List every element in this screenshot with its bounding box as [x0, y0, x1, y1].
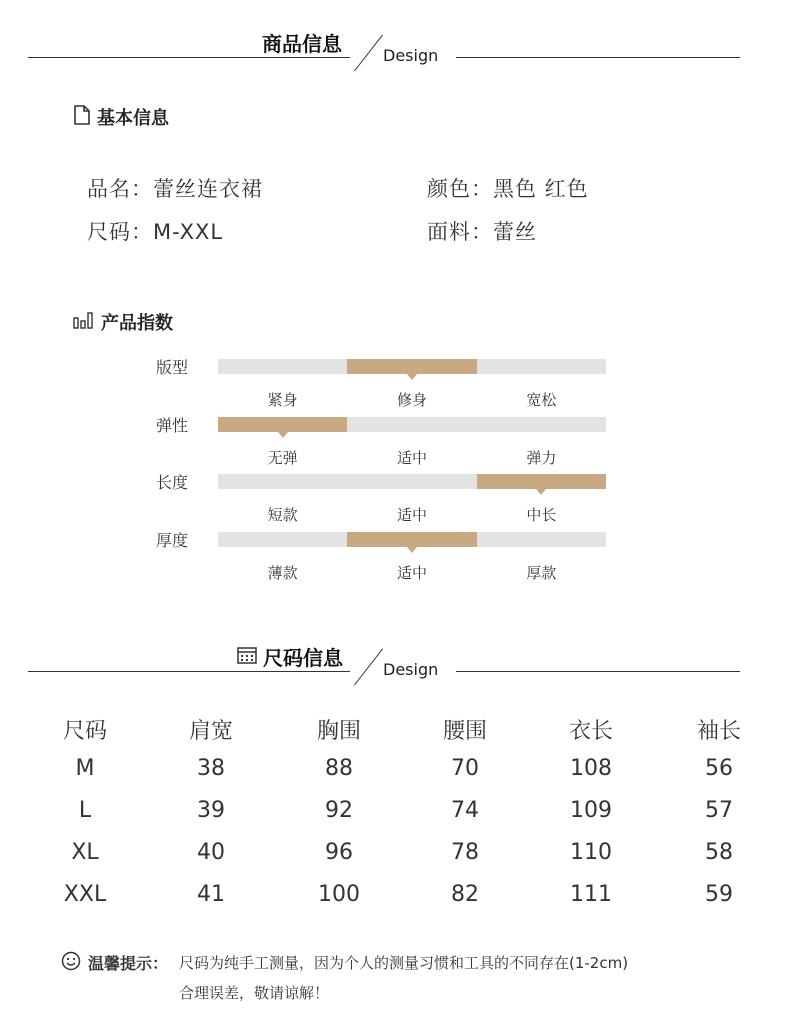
table-cell: 78 [451, 840, 479, 865]
index-selected-fill [347, 532, 476, 547]
table-cell: XXL [63, 882, 107, 907]
table-cell: 88 [325, 756, 353, 781]
table-cell: M [75, 756, 95, 781]
product-index-heading [73, 309, 173, 335]
table-cell: 100 [318, 882, 360, 907]
table-header-cell: 衣长 [568, 719, 613, 744]
table-cell: 109 [570, 798, 612, 823]
index-option: 适中 [396, 563, 427, 582]
index-pointer [407, 374, 417, 380]
index-option: 紧身 [267, 391, 298, 409]
index-label: 厚度 [156, 530, 189, 550]
size-info-heading [237, 642, 343, 671]
index-pointer [278, 432, 288, 438]
table-header-cell: 袖长 [696, 719, 741, 744]
table-cell: 111 [570, 882, 612, 907]
info-color: 颜色：黑色 红色 [427, 177, 589, 201]
table-cell: 56 [705, 756, 733, 781]
calendar-icon [237, 645, 257, 669]
header-slash [354, 35, 383, 72]
size-rule-left [28, 671, 350, 672]
smiley-icon [61, 951, 81, 975]
table-cell: 96 [325, 840, 353, 865]
table-cell: 41 [197, 882, 225, 907]
index-label: 版型 [156, 358, 189, 377]
index-pointer [407, 547, 417, 553]
index-option: 薄款 [267, 563, 298, 582]
table-cell: 70 [451, 756, 479, 781]
tips-line-2: 合理误差，敬请谅解！ [179, 984, 330, 1002]
table-header-cell: 肩宽 [188, 719, 233, 744]
index-option: 适中 [396, 448, 427, 467]
table-cell: 82 [451, 882, 479, 907]
info-size: 尺码：M-XXL [87, 220, 224, 244]
index-option: 无弹 [267, 448, 298, 467]
table-cell: L [78, 798, 92, 823]
basic-info-heading [73, 104, 169, 130]
bar-chart-icon [73, 311, 95, 334]
size-design-label: Design [383, 660, 439, 679]
index-selected-fill [347, 359, 476, 374]
table-cell: XL [71, 840, 99, 865]
basic-info-title: 基本信息 [97, 108, 169, 129]
header-rule-left [28, 57, 350, 58]
product-info-title: 商品信息 [262, 32, 342, 56]
product-index-title: 产品指数 [101, 313, 173, 334]
document-icon [73, 105, 91, 130]
index-selected-fill [477, 474, 606, 489]
table-cell: 57 [705, 798, 733, 823]
index-label: 长度 [156, 473, 189, 492]
index-option: 弹力 [526, 448, 557, 467]
design-label: Design [383, 46, 439, 65]
index-option: 厚款 [526, 563, 557, 582]
table-cell: 92 [325, 798, 353, 823]
index-option: 修身 [396, 391, 427, 409]
table-cell: 58 [705, 840, 733, 865]
index-selected-fill [218, 417, 347, 432]
index-option: 宽松 [526, 391, 557, 409]
table-header-cell: 尺码 [62, 719, 107, 744]
table-cell: 108 [570, 756, 612, 781]
table-header-cell: 腰围 [442, 719, 487, 744]
index-option: 短款 [267, 506, 298, 524]
table-cell: 40 [197, 840, 225, 865]
info-name: 品名：蕾丝连衣裙 [87, 177, 263, 201]
tips-label: 温馨提示： [88, 954, 169, 973]
header-rule-right [456, 57, 740, 58]
index-label: 弹性 [156, 415, 189, 435]
index-pointer [536, 489, 546, 495]
table-cell: 74 [451, 798, 479, 823]
tips-line-1: 尺码为纯手工测量，因为个人的测量习惯和工具的不同存在(1-2cm) [179, 954, 629, 972]
index-option: 适中 [396, 506, 427, 524]
index-option: 中长 [526, 506, 557, 524]
info-fabric: 面料：蕾丝 [427, 220, 537, 244]
table-cell: 38 [197, 756, 225, 781]
size-info-title: 尺码信息 [263, 646, 343, 670]
size-rule-right [456, 671, 740, 672]
table-cell: 110 [570, 840, 612, 865]
table-header-cell: 胸围 [316, 719, 361, 744]
table-cell: 39 [197, 798, 225, 823]
table-cell: 59 [705, 882, 733, 907]
size-header-slash [354, 649, 383, 686]
